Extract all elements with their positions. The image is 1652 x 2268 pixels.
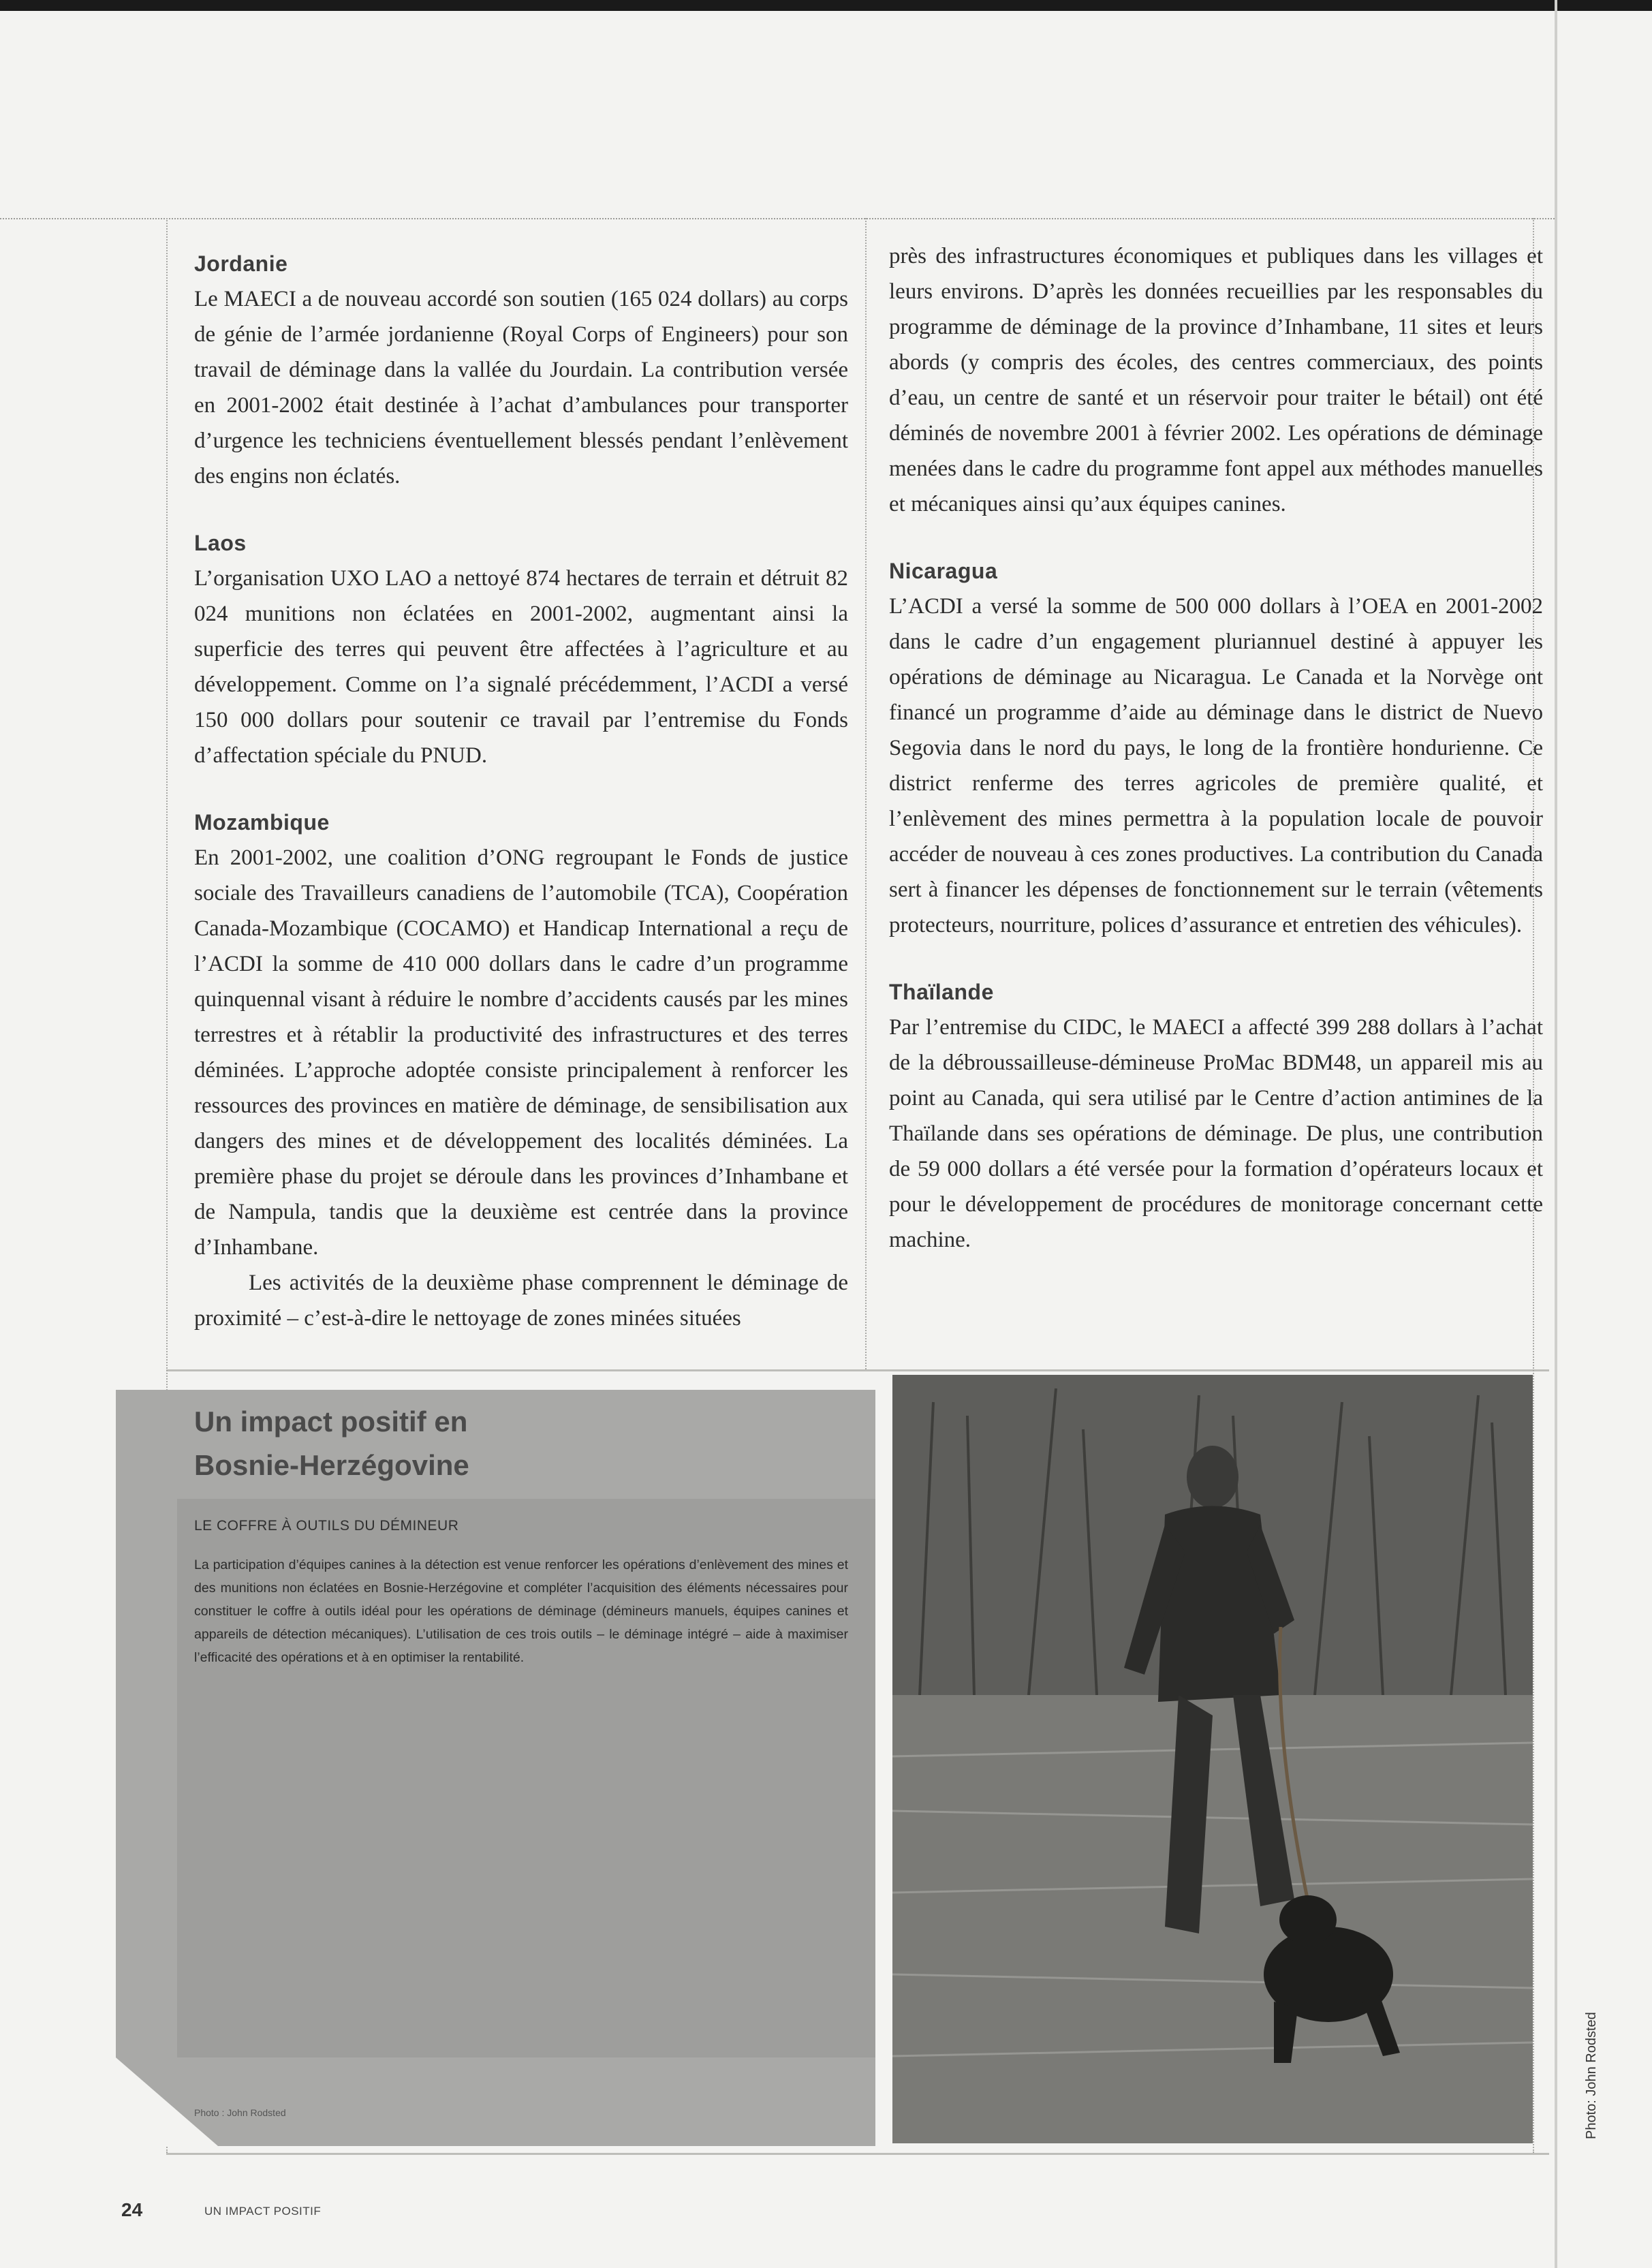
- section-paragraph: Les activités de la deuxième phase comprennent le déminage de proximité – c’est-à-dire le nettoyage de zones minées situées: [194, 1271, 848, 1331]
- left-column: [194, 249, 848, 1370]
- top-divider: [0, 218, 1555, 219]
- sidebar-photo-credit: Photo : John Rodsted: [194, 2107, 286, 2118]
- section-mozambique: [194, 807, 848, 1336]
- right-margin-rule: [1555, 0, 1557, 2268]
- section-heading: Nicaragua: [889, 559, 998, 583]
- section-paragraph: près des infrastructures économiques et publiques dans les villages et leurs environs. D’après les données recueillies par les responsables du programme de déminage de la province d’Inhambane, 11 sites et leurs abords (y compris des écoles, des centres commerciaux, des points d’eau, un centre de santé et un réservoir pour traiter le bétail) ont été déminés de novembre 2001 à février 2002. Les opérations de déminage menées dans le cadre du programme font appel aux méthodes manuelles et mécaniques ainsi qu’aux équipes canines.: [889, 244, 1543, 516]
- center-column-rule: [865, 218, 867, 1369]
- section-heading: Mozambique: [194, 810, 330, 835]
- photo-illustration: [892, 1375, 1533, 2143]
- sidebar-title: [194, 1400, 848, 1487]
- section-heading: Laos: [194, 531, 247, 555]
- section-nicaragua: [889, 556, 1543, 943]
- photo-credit: Photo: John Rodsted: [1584, 2012, 1599, 2139]
- bottom-divider: [166, 2153, 1549, 2155]
- section-paragraph: Par l’entremise du CIDC, le MAECI a affecté 399 288 dollars à l’achat de la débroussailleuse-démineuse ProMac BDM48, un appareil mis au point au Canada, qui sera utilisé par le Centre d’action antimines de la Thaïlande dans ses opérations de déminage. De plus, une contribution de 59 000 dollars a été versée pour la formation d’opérateurs locaux et pour le développement de procédures de monitorage concernant cette machine.: [889, 1015, 1543, 1252]
- section-laos: [194, 528, 848, 773]
- section-paragraph: L’organisation UXO LAO a nettoyé 874 hectares de terrain et détruit 82 024 munitions non éclatées en 2001-2002, augmentant ainsi la superficie des terres qui peuvent être affectées à l’agriculture et au développement. Comme on l’a signalé précédemment, l’ACDI a versé 150 000 dollars pour soutenir ce travail par l’entremise du Fonds d’affectation spéciale du PNUD.: [194, 566, 848, 768]
- section-mozambique-continued: [889, 238, 1543, 522]
- sidebar-subtitle: LE COFFRE À OUTILS DU DÉMINEUR: [194, 1518, 459, 1534]
- running-title: UN IMPACT POSITIF: [204, 2205, 322, 2218]
- deminer-dog-photo: [892, 1375, 1533, 2143]
- section-paragraph: En 2001-2002, une coalition d’ONG regroupant le Fonds de justice sociale des Travailleurs canadiens de l’automobile (TCA), Coopération Canada-Mozambique (COCAMO) et Handicap International a reçu de l’ACDI la somme de 410 000 dollars dans le cadre d’un programme quinquennal visant à réduire le nombre d’accidents causés par les mines terrestres et à rétablir la productivité des infrastructures et des terres déminées. L’approche adoptée consiste principalement à renforcer les ressources des provinces en matière de déminage, de sensibilisation aux dangers des mines et de développement des localités déminées. La première phase du projet se déroule dans les provinces d’Inhambane et de Nampula, tandis que la deuxième est centrée dans la province d’Inhambane.: [194, 845, 848, 1260]
- section-jordanie: [194, 249, 848, 494]
- sidebar-title-line: Un impact positif en: [194, 1405, 468, 1438]
- section-heading: Jordanie: [194, 251, 288, 276]
- right-column: [889, 238, 1543, 1292]
- section-paragraph: L’ACDI a versé la somme de 500 000 dollars à l’OEA en 2001-2002 dans le cadre d’un engagement pluriannuel destiné à appuyer les opérations de déminage au Nicaragua. Le Canada et la Norvège ont financé un programme d’aide au déminage dans le district de Nuevo Segovia dans le nord du pays, le long de la frontière hondurienne. Ce district renferme des terres agricoles de première qualité, et l’enlèvement des mines permettra à la population locale de pouvoir accéder de nouveau à ces zones productives. La contribution du Canada sert à financer les dépenses de fonctionnement sur le terrain (vêtements protecteurs, nourriture, polices d’assurance et entretien des véhicules).: [889, 594, 1543, 937]
- section-heading: Thaïlande: [889, 980, 994, 1004]
- top-border: [0, 0, 1652, 11]
- page-number: 24: [121, 2199, 143, 2220]
- sidebar-text: La participation d’équipes canines à la détection est venue renforcer les opérations d’enlèvement des mines et des munitions non éclatées en Bosnie-Herzégovine et compléter l’acquisition des éléments nécessaires pour constituer le coffre à outils idéal pour les opérations de déminage (démineurs manuels, équipes canines et appareils de détection mécaniques). L’utilisation de ces trois outils – le déminage intégré – aide à maximiser l’efficacité des opérations et à en optimiser la rentabilité.: [194, 1557, 848, 1665]
- section-paragraph: Le MAECI a de nouveau accordé son soutien (165 024 dollars) au corps de génie de l’armée jordanienne (Royal Corps of Engineers) pour son travail de déminage dans la vallée du Jourdain. La contribution versée en 2001-2002 était destinée à l’achat d’ambulances pour transporter d’urgence les techniciens éventuellement blessés pendant l’enlèvement des engins non éclatés.: [194, 287, 848, 488]
- sidebar-box-corner: [116, 2057, 218, 2146]
- sidebar-title-line: Bosnie-Herzégovine: [194, 1449, 469, 1481]
- section-thailande: [889, 977, 1543, 1258]
